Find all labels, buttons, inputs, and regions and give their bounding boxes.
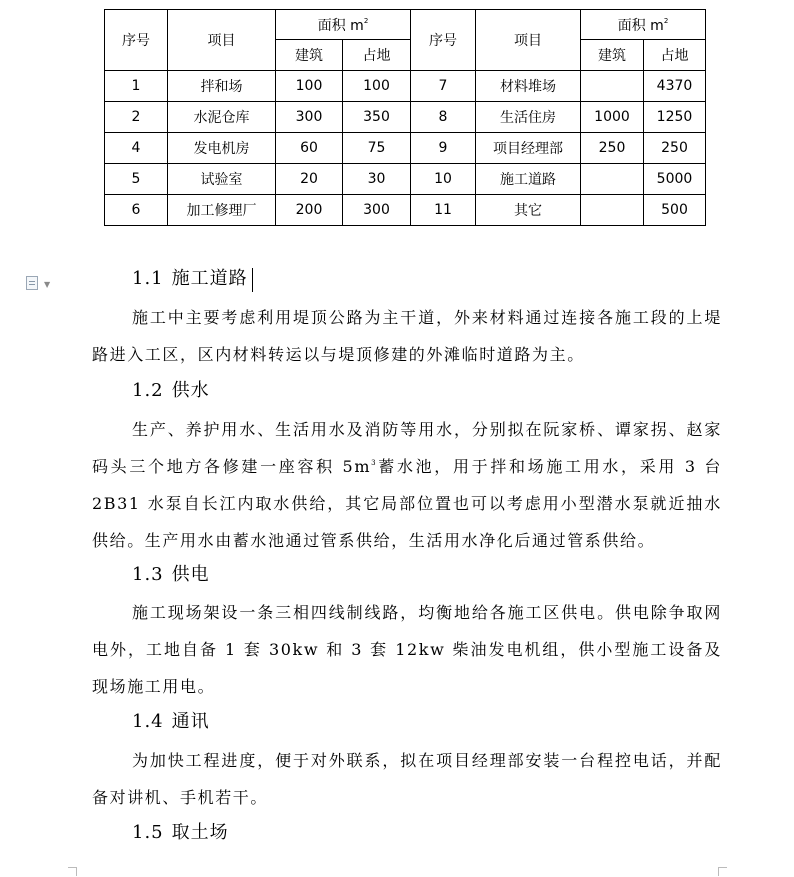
header-land: 占地 bbox=[644, 40, 706, 71]
table-row bbox=[105, 164, 706, 195]
section-heading: 1.3 供电 bbox=[132, 564, 210, 585]
table-row bbox=[105, 71, 706, 102]
cell-building bbox=[581, 195, 644, 226]
cell-land: 5000 bbox=[644, 164, 706, 195]
cell-item: 施工道路 bbox=[476, 164, 581, 195]
chevron-down-icon[interactable]: ▼ bbox=[44, 280, 51, 289]
cell-building: 250 bbox=[581, 133, 644, 164]
table-row bbox=[105, 102, 706, 133]
cell-land: 75 bbox=[343, 133, 411, 164]
table-header-row bbox=[105, 10, 706, 40]
section-heading: 1.4 通讯 bbox=[132, 711, 210, 732]
paragraph-water: 生产、养护用水、生活用水及消防等用水，分别拟在阮家桥、谭家拐、赵家码头三个地方各修建一座容积 $5m^3$蓄水池，用于拌和场施工用水，采用 3 台 2B31 水泵自长江内取水供给，其它局部位置也可以考虑用小型潜水泵就近抽水供给。生产用水由蓄水池通过管系供给，生活用水净化后通过管系供给。 bbox=[92, 420, 722, 550]
cell-item: 项目经理部 bbox=[476, 133, 581, 164]
cell-land: 350 bbox=[343, 102, 411, 133]
cell-item: 其它 bbox=[476, 195, 581, 226]
text-cursor bbox=[252, 268, 253, 292]
paragraph-style-icon[interactable] bbox=[26, 276, 38, 290]
cell-item: 试验室 bbox=[168, 164, 276, 195]
header-item: 项目 bbox=[168, 10, 276, 71]
paragraph-power: 施工现场架设一条三相四线制线路，均衡地给各施工区供电。供电除争取网电外，工地自备 1 套 30kw 和 3 套 12kw 柴油发电机组，供小型施工设备及现场施工用电。 bbox=[92, 603, 722, 696]
cell-no: 2 bbox=[105, 102, 168, 133]
page-margin-mark bbox=[718, 867, 727, 876]
header-building: 建筑 bbox=[276, 40, 343, 71]
cell-item: 水泥仓库 bbox=[168, 102, 276, 133]
section-heading: 1.5 取土场 bbox=[132, 822, 229, 843]
cell-building: 200 bbox=[276, 195, 343, 226]
cell-no: 11 bbox=[411, 195, 476, 226]
header-area: 面积 $m^2$ bbox=[581, 10, 706, 40]
header-no: 序号 bbox=[411, 10, 476, 71]
cell-item: 加工修理厂 bbox=[168, 195, 276, 226]
header-area: 面积 $m^2$ bbox=[276, 10, 411, 40]
cell-land: 300 bbox=[343, 195, 411, 226]
cell-building: 100 bbox=[276, 71, 343, 102]
table-row bbox=[105, 133, 706, 164]
cell-item: 材料堆场 bbox=[476, 71, 581, 102]
paragraph-road: 施工中主要考虑利用堤顶公路为主干道，外来材料通过连接各施工段的上堤路进入工区，区内材料转运以与堤顶修建的外滩临时道路为主。 bbox=[92, 308, 722, 364]
cell-no: 4 bbox=[105, 133, 168, 164]
cell-item: 拌和场 bbox=[168, 71, 276, 102]
cell-land: 30 bbox=[343, 164, 411, 195]
cell-land: 250 bbox=[644, 133, 706, 164]
cell-building: 60 bbox=[276, 133, 343, 164]
cell-land: 1250 bbox=[644, 102, 706, 133]
cell-no: 5 bbox=[105, 164, 168, 195]
cell-land: 500 bbox=[644, 195, 706, 226]
cell-building: 1000 bbox=[581, 102, 644, 133]
cell-land: 4370 bbox=[644, 71, 706, 102]
cell-building bbox=[581, 71, 644, 102]
cell-no: 8 bbox=[411, 102, 476, 133]
page-margin-mark bbox=[68, 867, 77, 876]
cell-no: 1 bbox=[105, 71, 168, 102]
section-heading: 1.2 供水 bbox=[132, 380, 210, 401]
cell-no: 7 bbox=[411, 71, 476, 102]
cell-building: 20 bbox=[276, 164, 343, 195]
section-heading: 1.1 施工道路 bbox=[132, 268, 248, 289]
table-row bbox=[105, 195, 706, 226]
cell-no: 10 bbox=[411, 164, 476, 195]
cell-building bbox=[581, 164, 644, 195]
header-building: 建筑 bbox=[581, 40, 644, 71]
cell-item: 发电机房 bbox=[168, 133, 276, 164]
cell-no: 9 bbox=[411, 133, 476, 164]
cell-building: 300 bbox=[276, 102, 343, 133]
cell-land: 100 bbox=[343, 71, 411, 102]
paragraph-comm: 为加快工程进度，便于对外联系，拟在项目经理部安装一台程控电话，并配备对讲机、手机若干。 bbox=[92, 751, 722, 807]
header-item: 项目 bbox=[476, 10, 581, 71]
area-table bbox=[104, 9, 706, 226]
header-no: 序号 bbox=[105, 10, 168, 71]
header-land: 占地 bbox=[343, 40, 411, 71]
cell-no: 6 bbox=[105, 195, 168, 226]
cell-item: 生活住房 bbox=[476, 102, 581, 133]
